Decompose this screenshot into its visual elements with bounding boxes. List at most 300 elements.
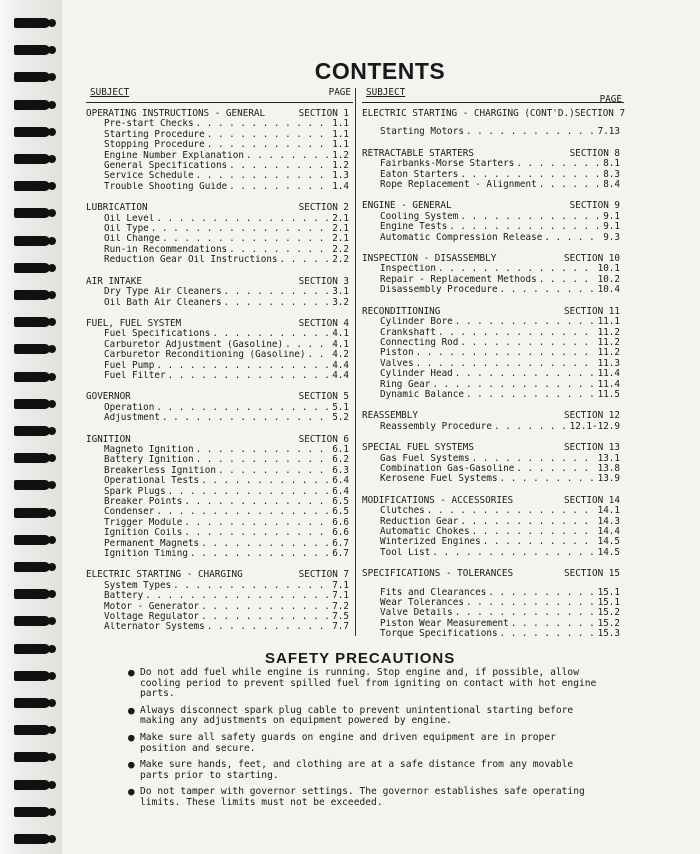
entry-page: 15.2	[597, 618, 620, 629]
entry-text: Oil Level	[104, 213, 155, 224]
safety-item	[128, 703, 598, 727]
toc-entry	[86, 329, 353, 339]
entry-page: 15.1	[597, 587, 620, 598]
entry-page: 14.1	[597, 506, 620, 517]
section-title: AIR INTAKE	[86, 275, 142, 287]
entry-page: 10.2	[597, 274, 620, 285]
dot-leader	[285, 340, 330, 350]
section-number: SECTION 13	[564, 442, 620, 454]
toc-entry	[362, 506, 624, 516]
section-title: GOVERNOR	[86, 391, 131, 403]
section-number: SECTION 14	[564, 494, 620, 506]
section-title: IGNITION	[86, 433, 131, 445]
toc-entry	[86, 466, 353, 476]
binding-ring	[14, 725, 50, 735]
entry-text: Kerosene Fuel Systems	[380, 474, 498, 485]
entry-page: 4.1	[332, 329, 349, 340]
dot-leader	[196, 119, 331, 129]
binding-ring	[14, 154, 50, 164]
entry-text: Fuel Specifications	[104, 329, 211, 340]
entry-page: 2.1	[332, 234, 349, 245]
entry-text: Adjustment	[104, 413, 160, 424]
section-title: FUEL, FUEL SYSTEM	[86, 317, 182, 329]
toc-entry	[86, 171, 353, 181]
toc-entry	[362, 233, 624, 243]
entry-text: Stopping Procedure	[104, 140, 205, 151]
subject-heading: SUBJECT	[366, 87, 406, 98]
dot-leader	[494, 422, 568, 432]
entry-page: 9.1	[603, 222, 620, 233]
section-heading	[86, 319, 353, 329]
section-heading	[362, 411, 624, 421]
entry-page: 8.3	[603, 169, 620, 180]
binding-ring	[14, 236, 50, 246]
entry-page: 2.1	[332, 224, 349, 235]
toc-section	[362, 254, 624, 296]
entry-page: 6.4	[332, 476, 349, 487]
safety-text: Do not add fuel while engine is running. Stop engine and, if possible, allow cooling period to prevent spilled fuel from igniting on contact with hot engine parts.	[140, 667, 597, 700]
entry-text: Connecting Rod	[380, 337, 459, 348]
column-header-right	[362, 86, 624, 103]
toc-entry	[86, 476, 353, 486]
toc-entry	[86, 361, 353, 371]
dot-leader	[218, 466, 330, 476]
dot-leader	[184, 497, 330, 507]
entry-text: Piston	[380, 348, 414, 359]
entry-page: 5.2	[332, 413, 349, 424]
toc-section	[86, 277, 353, 308]
toc-section	[362, 411, 624, 432]
dot-leader	[460, 517, 595, 527]
dot-leader	[416, 348, 596, 358]
toc-right-column	[362, 86, 624, 651]
entry-page: 7.1	[332, 591, 349, 602]
dot-leader	[184, 528, 330, 538]
toc-entry	[86, 287, 353, 297]
section-number: SECTION 1	[298, 108, 349, 119]
toc-entry	[86, 130, 353, 140]
entry-text: Clutches	[380, 506, 425, 517]
dot-leader	[162, 413, 330, 423]
dot-leader	[460, 212, 601, 222]
toc-entry	[86, 371, 353, 381]
section-number: SECTION 5	[298, 391, 349, 403]
toc-entry	[86, 340, 353, 350]
entry-page: 11.4	[597, 369, 620, 380]
section-title: RETRACTABLE STARTERS	[362, 147, 474, 159]
dot-leader	[196, 171, 331, 181]
safety-text: Always disconnect spark plug cable to prevent unintentional starting before making any adjustments on equipment powered by engine.	[140, 704, 574, 727]
dot-leader	[212, 329, 330, 339]
dot-leader	[455, 608, 596, 618]
section-number: SECTION 12	[564, 410, 620, 422]
dot-leader	[466, 390, 596, 400]
entry-page: 11.4	[597, 379, 620, 390]
section-title: LUBRICATION	[86, 202, 148, 214]
dot-leader	[156, 403, 330, 413]
column-header-left	[86, 86, 353, 103]
entry-text: Starting Procedure	[104, 129, 205, 140]
entry-page: 6.4	[332, 486, 349, 497]
entry-text: Piston Wear Measurement	[380, 618, 509, 629]
toc-entry	[86, 214, 353, 224]
dot-leader	[196, 455, 331, 465]
toc-entry	[362, 422, 624, 432]
section-heading	[86, 435, 353, 445]
section-title: SPECIFICATIONS - TOLERANCES	[362, 568, 514, 580]
binding-ring	[14, 127, 50, 137]
dot-leader	[500, 285, 596, 295]
toc-entry	[362, 180, 624, 190]
section-number: SECTION 4	[298, 317, 349, 329]
entry-text: Fits and Clearances	[380, 587, 487, 598]
entry-text: Torque Specifications	[380, 629, 498, 640]
safety-item	[128, 730, 598, 754]
binding-ring	[14, 290, 50, 300]
entry-text: Reduction Gear	[380, 516, 459, 527]
entry-page: 2.2	[332, 244, 349, 255]
entry-page: 11.3	[597, 358, 620, 369]
entry-page: 6.7	[332, 538, 349, 549]
toc-entry	[86, 413, 353, 423]
toc-entry	[362, 359, 624, 369]
entry-text: Battery	[104, 591, 144, 602]
toc-section	[362, 149, 624, 191]
entry-page: 11.2	[597, 348, 620, 359]
binding-ring	[14, 508, 50, 518]
entry-page: 11.1	[597, 317, 620, 328]
binding-ring	[14, 671, 50, 681]
binding-ring	[14, 644, 50, 654]
toc-entry	[362, 222, 624, 232]
safety-list	[128, 668, 598, 815]
toc-section	[362, 496, 624, 558]
toc-entry	[362, 328, 624, 338]
toc-entry	[86, 151, 353, 161]
section-number: SECTION 15	[564, 568, 620, 580]
dot-leader	[466, 598, 596, 608]
binding-ring	[14, 453, 50, 463]
toc-entry	[362, 598, 624, 608]
entry-page: 6.6	[332, 528, 349, 539]
section-title: REASSEMBLY	[362, 410, 418, 422]
toc-left-list	[86, 109, 353, 633]
binding-ring	[14, 535, 50, 545]
entry-page: 9.1	[603, 211, 620, 222]
entry-page: 9.3	[603, 232, 620, 243]
binding-ring	[14, 317, 50, 327]
entry-page: 7.13	[597, 127, 620, 138]
entry-text: Battery Ignition	[104, 455, 194, 466]
entry-text: Condenser	[104, 507, 155, 518]
dot-leader	[173, 581, 330, 591]
entry-page: 1.4	[332, 181, 349, 192]
entry-page: 8.1	[603, 159, 620, 170]
entry-page: 7.7	[332, 622, 349, 633]
entry-text: Winterized Engines	[380, 537, 481, 548]
dot-leader	[201, 476, 330, 486]
entry-page: 1.1	[332, 129, 349, 140]
toc-entry	[362, 474, 624, 484]
entry-page: 15.3	[597, 629, 620, 640]
binding-ring	[14, 263, 50, 273]
safety-item	[128, 668, 598, 700]
entry-page: 11.5	[597, 389, 620, 400]
toc-entry	[86, 497, 353, 507]
toc-entry	[86, 140, 353, 150]
entry-text: Motor - Generator	[104, 601, 200, 612]
entry-text: Reassembly Procedure	[380, 421, 492, 432]
entry-text: Rope Replacement - Alignment	[380, 180, 537, 191]
entry-text: Ignition Timing	[104, 549, 188, 560]
binding-ring	[14, 100, 50, 110]
toc-entry	[86, 507, 353, 517]
safety-item	[128, 760, 598, 781]
entry-text: Oil Type	[104, 224, 149, 235]
section-heading	[362, 109, 624, 119]
dot-leader	[229, 182, 330, 192]
toc-entry	[362, 390, 624, 400]
section-number: SECTION 3	[298, 275, 349, 287]
entry-page: 1.3	[332, 171, 349, 182]
entry-page: 4.2	[332, 350, 349, 361]
dot-leader	[145, 591, 330, 601]
toc-entry	[362, 369, 624, 379]
dot-leader	[488, 588, 595, 598]
binding-ring	[14, 752, 50, 762]
dot-leader	[246, 151, 330, 161]
dot-leader	[472, 527, 596, 537]
toc-entry	[362, 127, 624, 137]
safety-text: Do not tamper with governor settings. The governor establishes safe operating limits. These limits must not be exceeded.	[140, 786, 585, 808]
section-heading	[362, 569, 624, 579]
entry-text: Carburetor Adjustment (Gasoline)	[104, 339, 284, 350]
entry-page: 15.2	[597, 608, 620, 619]
entry-page: 6.6	[332, 517, 349, 528]
toc-entry	[362, 548, 624, 558]
entry-page: 14.5	[597, 537, 620, 548]
entry-text: Magneto Ignition	[104, 444, 194, 455]
toc-entry	[86, 350, 353, 360]
section-heading	[362, 307, 624, 317]
entry-text: Wear Tolerances	[380, 598, 464, 609]
entry-page: 4.1	[332, 339, 349, 350]
entry-text: Inspection	[380, 264, 436, 275]
dot-leader	[308, 350, 331, 360]
dot-leader	[224, 298, 331, 308]
entry-page: 3.1	[332, 287, 349, 298]
dot-leader	[207, 140, 330, 150]
section-heading	[362, 149, 624, 159]
dot-leader	[184, 518, 330, 528]
dot-leader	[438, 328, 596, 338]
bullet-icon: ●	[128, 785, 135, 799]
section-title: ENGINE - GENERAL	[362, 200, 452, 212]
binding-ring	[14, 399, 50, 409]
page-heading: PAGE	[599, 94, 622, 105]
binding-ring	[14, 208, 50, 218]
entry-page: 13.8	[597, 463, 620, 474]
entry-text: Voltage Regulator	[104, 612, 200, 623]
dot-leader	[190, 549, 330, 559]
entry-page: 7.2	[332, 601, 349, 612]
dot-leader	[466, 127, 596, 137]
entry-page: 4.4	[332, 360, 349, 371]
entry-text: Trigger Module	[104, 517, 183, 528]
section-number: SECTION 7	[574, 108, 626, 119]
dot-leader	[168, 371, 331, 381]
entry-text: Spark Plugs	[104, 486, 166, 497]
entry-text: Carburetor Reconditioning (Gasoline)	[104, 350, 306, 361]
entry-text: Oil Change	[104, 234, 160, 245]
toc-section	[362, 109, 624, 138]
binding-ring	[14, 18, 50, 28]
entry-text: Dry Type Air Cleaners	[104, 287, 222, 298]
section-number: SECTION 10	[564, 253, 620, 265]
dot-leader	[432, 380, 595, 390]
binding-ring	[14, 698, 50, 708]
entry-page: 14.4	[597, 527, 620, 537]
entry-page: 1.1	[332, 140, 349, 151]
entry-text: Engine Tests	[380, 222, 448, 233]
dot-leader	[207, 622, 330, 632]
entry-text: General Specifications	[104, 161, 228, 172]
entry-page: 7.5	[332, 612, 349, 623]
dot-leader	[207, 130, 330, 140]
entry-page: 10.4	[597, 285, 620, 296]
entry-text: Crankshaft	[380, 327, 436, 338]
toc-entry	[86, 119, 353, 129]
entry-text: Disassembly Procedure	[380, 285, 498, 296]
entry-text: Service Schedule	[104, 171, 194, 182]
entry-page: 2.1	[332, 213, 349, 224]
binding-ring	[14, 480, 50, 490]
toc-entry	[86, 161, 353, 171]
toc-entry	[86, 518, 353, 528]
entry-text: Gas Fuel Systems	[380, 453, 470, 464]
toc-entry	[362, 380, 624, 390]
dot-leader	[151, 224, 330, 234]
dot-leader	[427, 506, 596, 516]
entry-page: 13.9	[597, 474, 620, 485]
dot-leader	[416, 359, 596, 369]
toc-right-list	[362, 109, 624, 640]
toc-entry	[86, 539, 353, 549]
entry-text: Ring Gear	[380, 379, 431, 390]
binding-ring	[14, 780, 50, 790]
section-heading	[86, 392, 353, 402]
toc-entry	[362, 629, 624, 639]
section-heading	[362, 443, 624, 453]
dot-leader	[162, 234, 330, 244]
entry-page: 14.3	[597, 516, 620, 527]
dot-leader	[516, 159, 601, 169]
binding-ring	[14, 589, 50, 599]
toc-entry	[86, 255, 353, 265]
toc-section	[362, 201, 624, 243]
entry-text: Operational Tests	[104, 476, 200, 487]
toc-entry	[86, 528, 353, 538]
toc-entry	[86, 487, 353, 497]
bullet-icon: ●	[128, 666, 135, 679]
column-divider	[355, 88, 356, 636]
binding-ring	[14, 807, 50, 817]
section-heading	[362, 496, 624, 506]
safety-item	[128, 787, 598, 808]
toc-entry	[362, 170, 624, 180]
toc-left-column	[86, 86, 353, 644]
section-title: MODIFICATIONS - ACCESSORIES	[362, 494, 514, 506]
toc-entry	[362, 212, 624, 222]
entry-page: 6.7	[332, 549, 349, 560]
entry-text: Breaker Points	[104, 497, 183, 507]
entry-text: Alternator Systems	[104, 622, 205, 633]
dot-leader	[196, 445, 331, 455]
entry-text: Cylinder Head	[380, 369, 453, 380]
entry-text: Oil Bath Air Cleaners	[104, 297, 222, 308]
toc-entry	[362, 317, 624, 327]
dot-leader	[438, 264, 596, 274]
subject-heading: SUBJECT	[90, 87, 130, 98]
binding-ring	[14, 562, 50, 572]
entry-page: 1.1	[332, 119, 349, 130]
dot-leader	[483, 537, 596, 547]
toc-entry	[362, 464, 624, 474]
dot-leader	[539, 180, 601, 190]
entry-text: Valve Details	[380, 608, 453, 619]
entry-page: 6.2	[332, 455, 349, 466]
toc-section	[362, 307, 624, 401]
entry-text: Run-in Recommendations	[104, 244, 228, 255]
toc-section	[86, 319, 353, 381]
entry-text: Fuel Filter	[104, 370, 166, 381]
toc-entry	[362, 517, 624, 527]
toc-entry	[86, 455, 353, 465]
toc-section	[362, 443, 624, 485]
entry-text: Operation	[104, 402, 155, 413]
toc-entry	[86, 602, 353, 612]
dot-leader	[280, 255, 331, 265]
dot-leader	[201, 539, 330, 549]
toc-section	[86, 435, 353, 560]
section-number: SECTION 9	[569, 200, 620, 212]
section-heading	[362, 201, 624, 211]
toc-entry	[86, 182, 353, 192]
safety-text: Make sure hands, feet, and clothing are at a safe distance from any movable parts prior to starting.	[140, 759, 574, 781]
section-heading	[86, 109, 353, 119]
section-number: SECTION 7	[298, 569, 349, 581]
entry-page: 14.5	[597, 547, 620, 558]
entry-page: 8.4	[603, 180, 620, 191]
section-heading	[86, 277, 353, 287]
entry-text: Trouble Shooting Guide	[104, 181, 228, 192]
entry-text: Reduction Gear Oil Instructions	[104, 255, 278, 266]
toc-entry	[86, 622, 353, 632]
entry-text: Repair - Replacement Methods	[380, 274, 537, 285]
entry-text: Permanent Magnets	[104, 538, 200, 549]
entry-text: Eaton Starters	[380, 169, 459, 180]
binding-ring	[14, 45, 50, 55]
dot-leader	[156, 361, 330, 371]
section-number: SECTION 2	[298, 202, 349, 214]
toc-entry	[362, 619, 624, 629]
entry-text: Fuel Pump	[104, 360, 155, 371]
toc-entry	[86, 581, 353, 591]
entry-page: 6.3	[332, 465, 349, 476]
dot-leader	[500, 629, 596, 639]
entry-text: Ignition Coils	[104, 528, 183, 539]
entry-page: 15.1	[597, 598, 620, 609]
